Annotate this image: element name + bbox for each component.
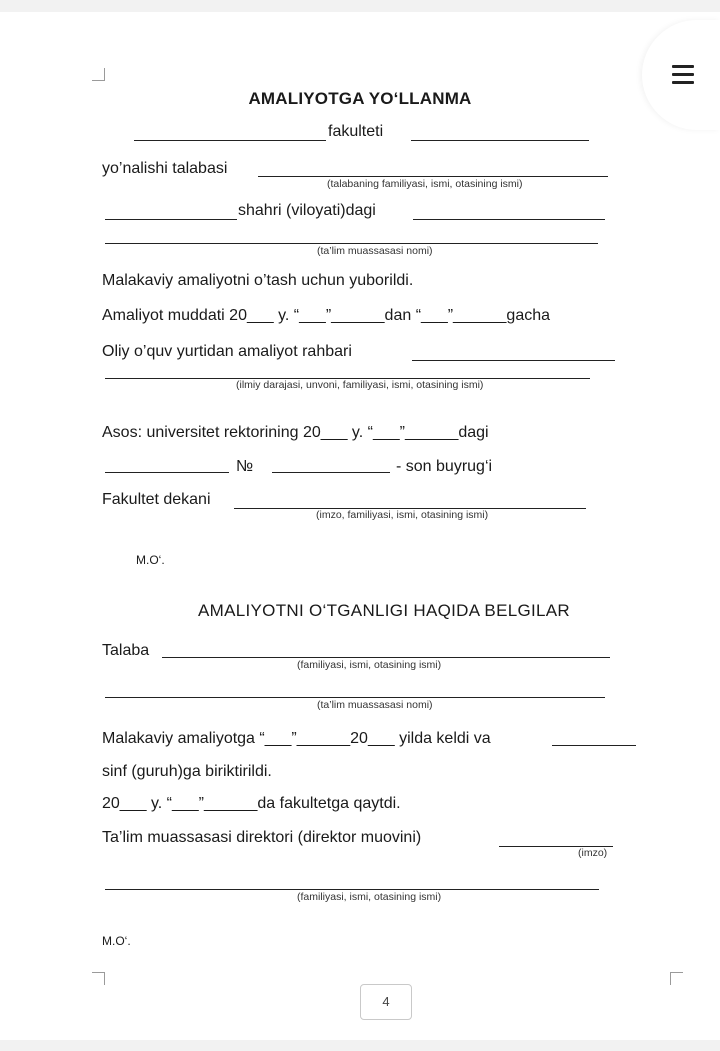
hamburger-menu-icon — [672, 65, 694, 89]
blank-line — [258, 176, 608, 177]
blank-line — [105, 219, 237, 220]
muddati-line: Amaliyot muddati 20___ y. “___”______dan “___”______gacha — [102, 307, 551, 324]
caption-imzo-fio: (imzo, familiyasi, ismi, otasining ismi) — [316, 509, 489, 521]
caption-talim-nomi: (ta’lim muassasasi nomi) — [317, 245, 433, 257]
caption-ilmiy: (ilmiy darajasi, unvoni, familiyasi, ismi, otasining ismi) — [236, 379, 484, 391]
crop-mark-top-left — [92, 68, 105, 81]
rahbari-label: Oliy o’quv yurtidan amaliyot rahbari — [102, 343, 352, 360]
blank-line — [162, 657, 610, 658]
blank-line — [105, 889, 599, 890]
blank-line — [552, 745, 636, 746]
sinf-line: sinf (guruh)ga biriktirildi. — [102, 763, 272, 780]
shahri-label: shahri (viloyati)dagi — [238, 202, 376, 219]
blank-line — [412, 360, 615, 361]
buyrugi-label: - son buyrug‘i — [396, 458, 493, 475]
yonalishi-label: yo’nalishi talabasi — [102, 160, 228, 177]
page-number-indicator[interactable]: 4 — [360, 984, 412, 1020]
caption-fio: (familiyasi, ismi, otasining ismi) — [297, 659, 442, 671]
section-title: AMALIYOTNI O‘TGANLIGI HAQIDA BELGILAR — [198, 601, 570, 620]
document-page — [0, 12, 720, 1040]
caption-fio-2: (familiyasi, ismi, otasining ismi) — [297, 891, 442, 903]
keldi-line: Malakaviy amaliyotga “___”______20___ yilda keldi va — [102, 730, 491, 747]
nomer-sign: № — [236, 458, 254, 475]
blank-line — [105, 697, 605, 698]
fakulteti-label: fakulteti — [328, 123, 384, 140]
blank-line — [272, 472, 390, 473]
stamp-place-2: M.O‘. — [102, 934, 131, 948]
asos-line: Asos: universitet rektorining 20___ y. “___”______dagi — [102, 424, 489, 441]
blank-line — [413, 219, 605, 220]
malakaviy-line: Malakaviy amaliyotni o’tash uchun yuborildi. — [102, 272, 414, 289]
menu-button[interactable] — [642, 20, 720, 130]
caption-talim-nomi-2: (ta’lim muassasasi nomi) — [317, 699, 433, 711]
caption-imzo: (imzo) — [578, 847, 608, 859]
blank-line — [105, 243, 598, 244]
crop-mark-bottom-left — [92, 972, 105, 985]
dekani-label: Fakultet dekani — [102, 491, 211, 508]
blank-line — [105, 472, 229, 473]
stamp-place-1: M.O‘. — [136, 553, 165, 567]
direktor-label: Ta’lim muassasasi direktori (direktor muovini) — [102, 829, 422, 846]
blank-line — [134, 140, 326, 141]
qaytdi-line: 20___ y. “___”______da fakultetga qaytdi. — [102, 795, 401, 812]
document-title: AMALIYOTGA YO‘LLANMA — [248, 89, 472, 108]
talaba-label: Talaba — [102, 642, 150, 659]
caption-talaba-fio: (talabaning familiyasi, ismi, otasining ismi) — [327, 178, 523, 190]
blank-line — [411, 140, 589, 141]
crop-mark-bottom-right — [670, 972, 683, 985]
